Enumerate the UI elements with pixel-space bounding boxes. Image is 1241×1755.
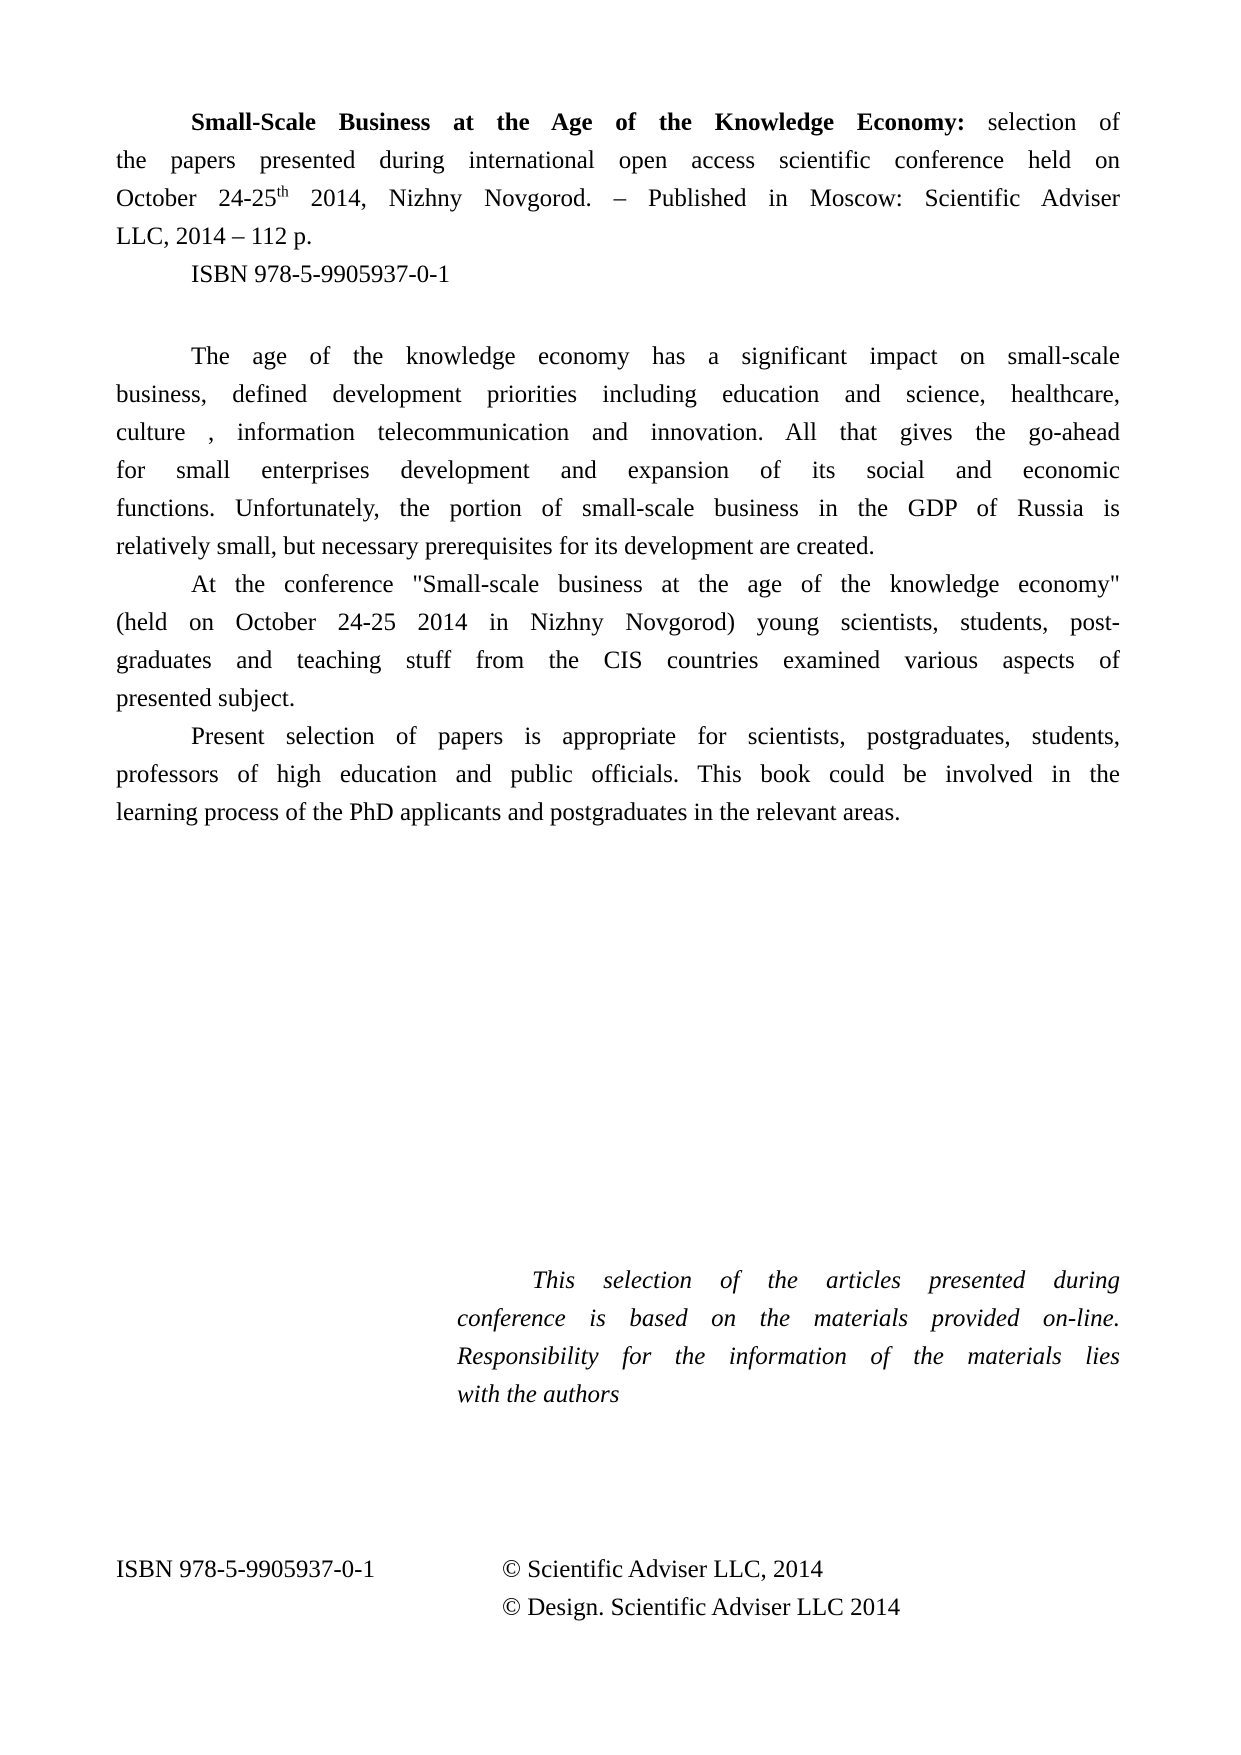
text-line: At the conference "Small-scale business at the age of the knowledge economy" xyxy=(191,571,1120,598)
disclaimer-block xyxy=(457,1262,1120,1414)
text-line: The age of the knowledge economy has a significant impact on small-scale xyxy=(191,343,1120,370)
copyright-line-1: © Scientific Adviser LLC, 2014 xyxy=(502,1556,824,1583)
body-paragraph-1 xyxy=(116,338,1120,566)
copyright-line-2: © Design. Scientific Adviser LLC 2014 xyxy=(502,1594,901,1621)
text-line: professors of high education and public officials. This book could be involved in the xyxy=(116,761,1120,788)
disclaimer-line: conference is based on the materials provided on-line. xyxy=(457,1305,1120,1332)
text-line: Present selection of papers is appropriate for scientists, postgraduates, students, xyxy=(191,723,1120,750)
text-line: presented subject. xyxy=(116,685,296,712)
text-line: for small enterprises development and expansion of its social and economic xyxy=(116,457,1120,484)
footer-isbn: ISBN 978-5-9905937-0-1 xyxy=(116,1556,376,1583)
citation-block xyxy=(116,104,1120,294)
text-line: (held on October 24-25 2014 in Nizhny Novgorod) young scientists, students, post- xyxy=(116,609,1120,636)
body-paragraph-2 xyxy=(116,566,1120,718)
disclaimer-line: This selection of the articles presented during xyxy=(532,1267,1120,1294)
citation-line-1 xyxy=(116,104,1120,142)
citation-line-4: LLC, 2014 – 112 p. xyxy=(116,223,313,250)
copyright-block xyxy=(502,1551,900,1627)
ordinal-superscript: th xyxy=(276,183,289,201)
isbn-line: ISBN 978-5-9905937-0-1 xyxy=(191,261,451,288)
book-title-bold: Small-Scale Business at the Age of the Knowledge Economy: xyxy=(191,109,966,136)
citation-line-3 xyxy=(116,180,1120,218)
citation-line-3-date: October 24-25 xyxy=(116,185,277,212)
citation-line-1-rest: selection of xyxy=(987,109,1121,136)
footer-row xyxy=(116,1551,1120,1627)
text-line: graduates and teaching stuff from the CIS countries examined various aspects of xyxy=(116,647,1120,674)
body-paragraph-3 xyxy=(116,718,1120,832)
text-line: functions. Unfortunately, the portion of small-scale business in the GDP of Russia is xyxy=(116,495,1120,522)
disclaimer-line: Responsibility for the information of the materials lies xyxy=(457,1343,1120,1370)
disclaimer-line: with the authors xyxy=(457,1381,620,1408)
citation-line-3-rest: 2014, Nizhny Novgorod. – Published in Moscow: Scientific Adviser xyxy=(310,185,1120,212)
text-line: culture , information telecommunication and innovation. All that gives the go-ahead xyxy=(116,419,1120,446)
citation-line-2: the papers presented during international open access scientific conference held on xyxy=(116,147,1120,174)
text-line: relatively small, but necessary prerequisites for its development are created. xyxy=(116,533,875,560)
text-line: business, defined development priorities including education and science, healthcare, xyxy=(116,381,1120,408)
text-line: learning process of the PhD applicants and postgraduates in the relevant areas. xyxy=(116,799,901,826)
